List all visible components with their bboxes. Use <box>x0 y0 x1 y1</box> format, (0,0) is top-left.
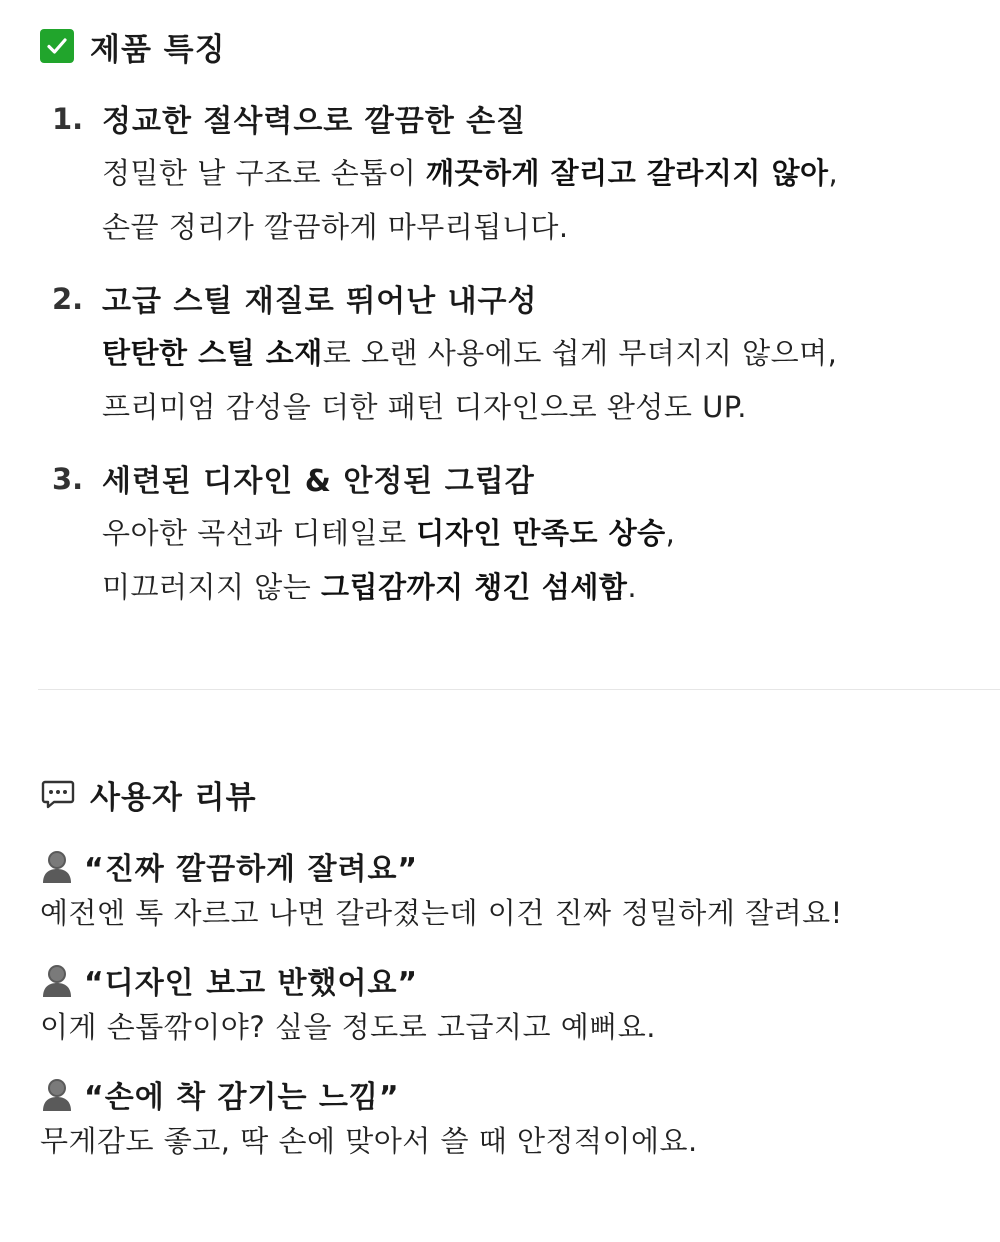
feature-number: 1. <box>52 102 84 136</box>
review-title-row <box>40 844 990 888</box>
feature-description-line <box>102 560 980 614</box>
feature-item <box>52 282 980 434</box>
feature-number: 2. <box>52 282 84 316</box>
review-title: “손에 착 감기는 느낌” <box>84 1080 400 1115</box>
feature-number: 3. <box>52 462 84 496</box>
feature-title: 고급 스틸 재질로 뛰어난 내구성 <box>102 284 538 319</box>
feature-item <box>52 102 980 254</box>
feature-description-line <box>102 506 980 560</box>
section-divider <box>38 689 1000 690</box>
feature-text: 프리미엄 감성을 더한 패턴 디자인으로 완성도 UP. <box>102 390 747 424</box>
feature-highlight: 탄탄한 스틸 소재 <box>102 336 323 370</box>
review-body: 이게 손톱깎이야? 싶을 정도로 고급지고 예뻐요. <box>40 1010 656 1044</box>
feature-text: , <box>828 156 839 190</box>
feature-highlight: 그립감까지 챙긴 섬세함 <box>321 570 628 604</box>
feature-description-line <box>102 200 980 254</box>
feature-text: 미끄러지지 않는 <box>102 570 322 604</box>
review-body: 무게감도 좋고, 딱 손에 맞아서 쓸 때 안정적이에요. <box>40 1124 698 1158</box>
review-body: 예전엔 톡 자르고 나면 갈라졌는데 이건 진짜 정밀하게 잘려요! <box>40 896 843 930</box>
person-icon <box>40 962 74 998</box>
feature-title: 세련된 디자인 & 안정된 그립감 <box>102 464 535 499</box>
reviews-heading <box>40 772 990 816</box>
reviews-heading-text: 사용자 리뷰 <box>90 779 257 816</box>
review-title-row <box>40 1072 990 1116</box>
review-item <box>40 1072 990 1166</box>
person-icon <box>40 848 74 884</box>
feature-text: 로 오랜 사용에도 쉽게 무뎌지지 않으며, <box>322 336 838 370</box>
person-icon <box>40 1076 74 1112</box>
features-section <box>40 24 980 614</box>
features-heading-text: 제품 특징 <box>90 31 226 68</box>
review-title: “진짜 깔끔하게 잘려요” <box>84 852 419 887</box>
feature-description-line <box>102 326 980 380</box>
feature-text: 손끝 정리가 깔끔하게 마무리됩니다. <box>102 210 569 244</box>
features-heading <box>40 24 980 68</box>
check-mark-icon <box>40 29 74 63</box>
feature-highlight: 깨끗하게 잘리고 갈라지지 않아 <box>426 156 829 190</box>
feature-highlight: 디자인 만족도 상승 <box>416 516 666 550</box>
speech-bubble-icon <box>40 776 76 812</box>
review-item <box>40 844 990 938</box>
feature-description-line <box>102 380 980 434</box>
feature-text: . <box>627 570 638 604</box>
feature-text: , <box>665 516 676 550</box>
feature-description-line <box>102 146 980 200</box>
feature-text: 정밀한 날 구조로 손톱이 <box>102 156 427 190</box>
review-title: “디자인 보고 반했어요” <box>84 966 419 1001</box>
review-title-row <box>40 958 990 1002</box>
feature-item <box>52 462 980 614</box>
reviews-section <box>40 772 990 1166</box>
feature-text: 우아한 곡선과 디테일로 <box>102 516 417 550</box>
feature-title: 정교한 절삭력으로 깔끔한 손질 <box>102 104 527 139</box>
review-item <box>40 958 990 1052</box>
